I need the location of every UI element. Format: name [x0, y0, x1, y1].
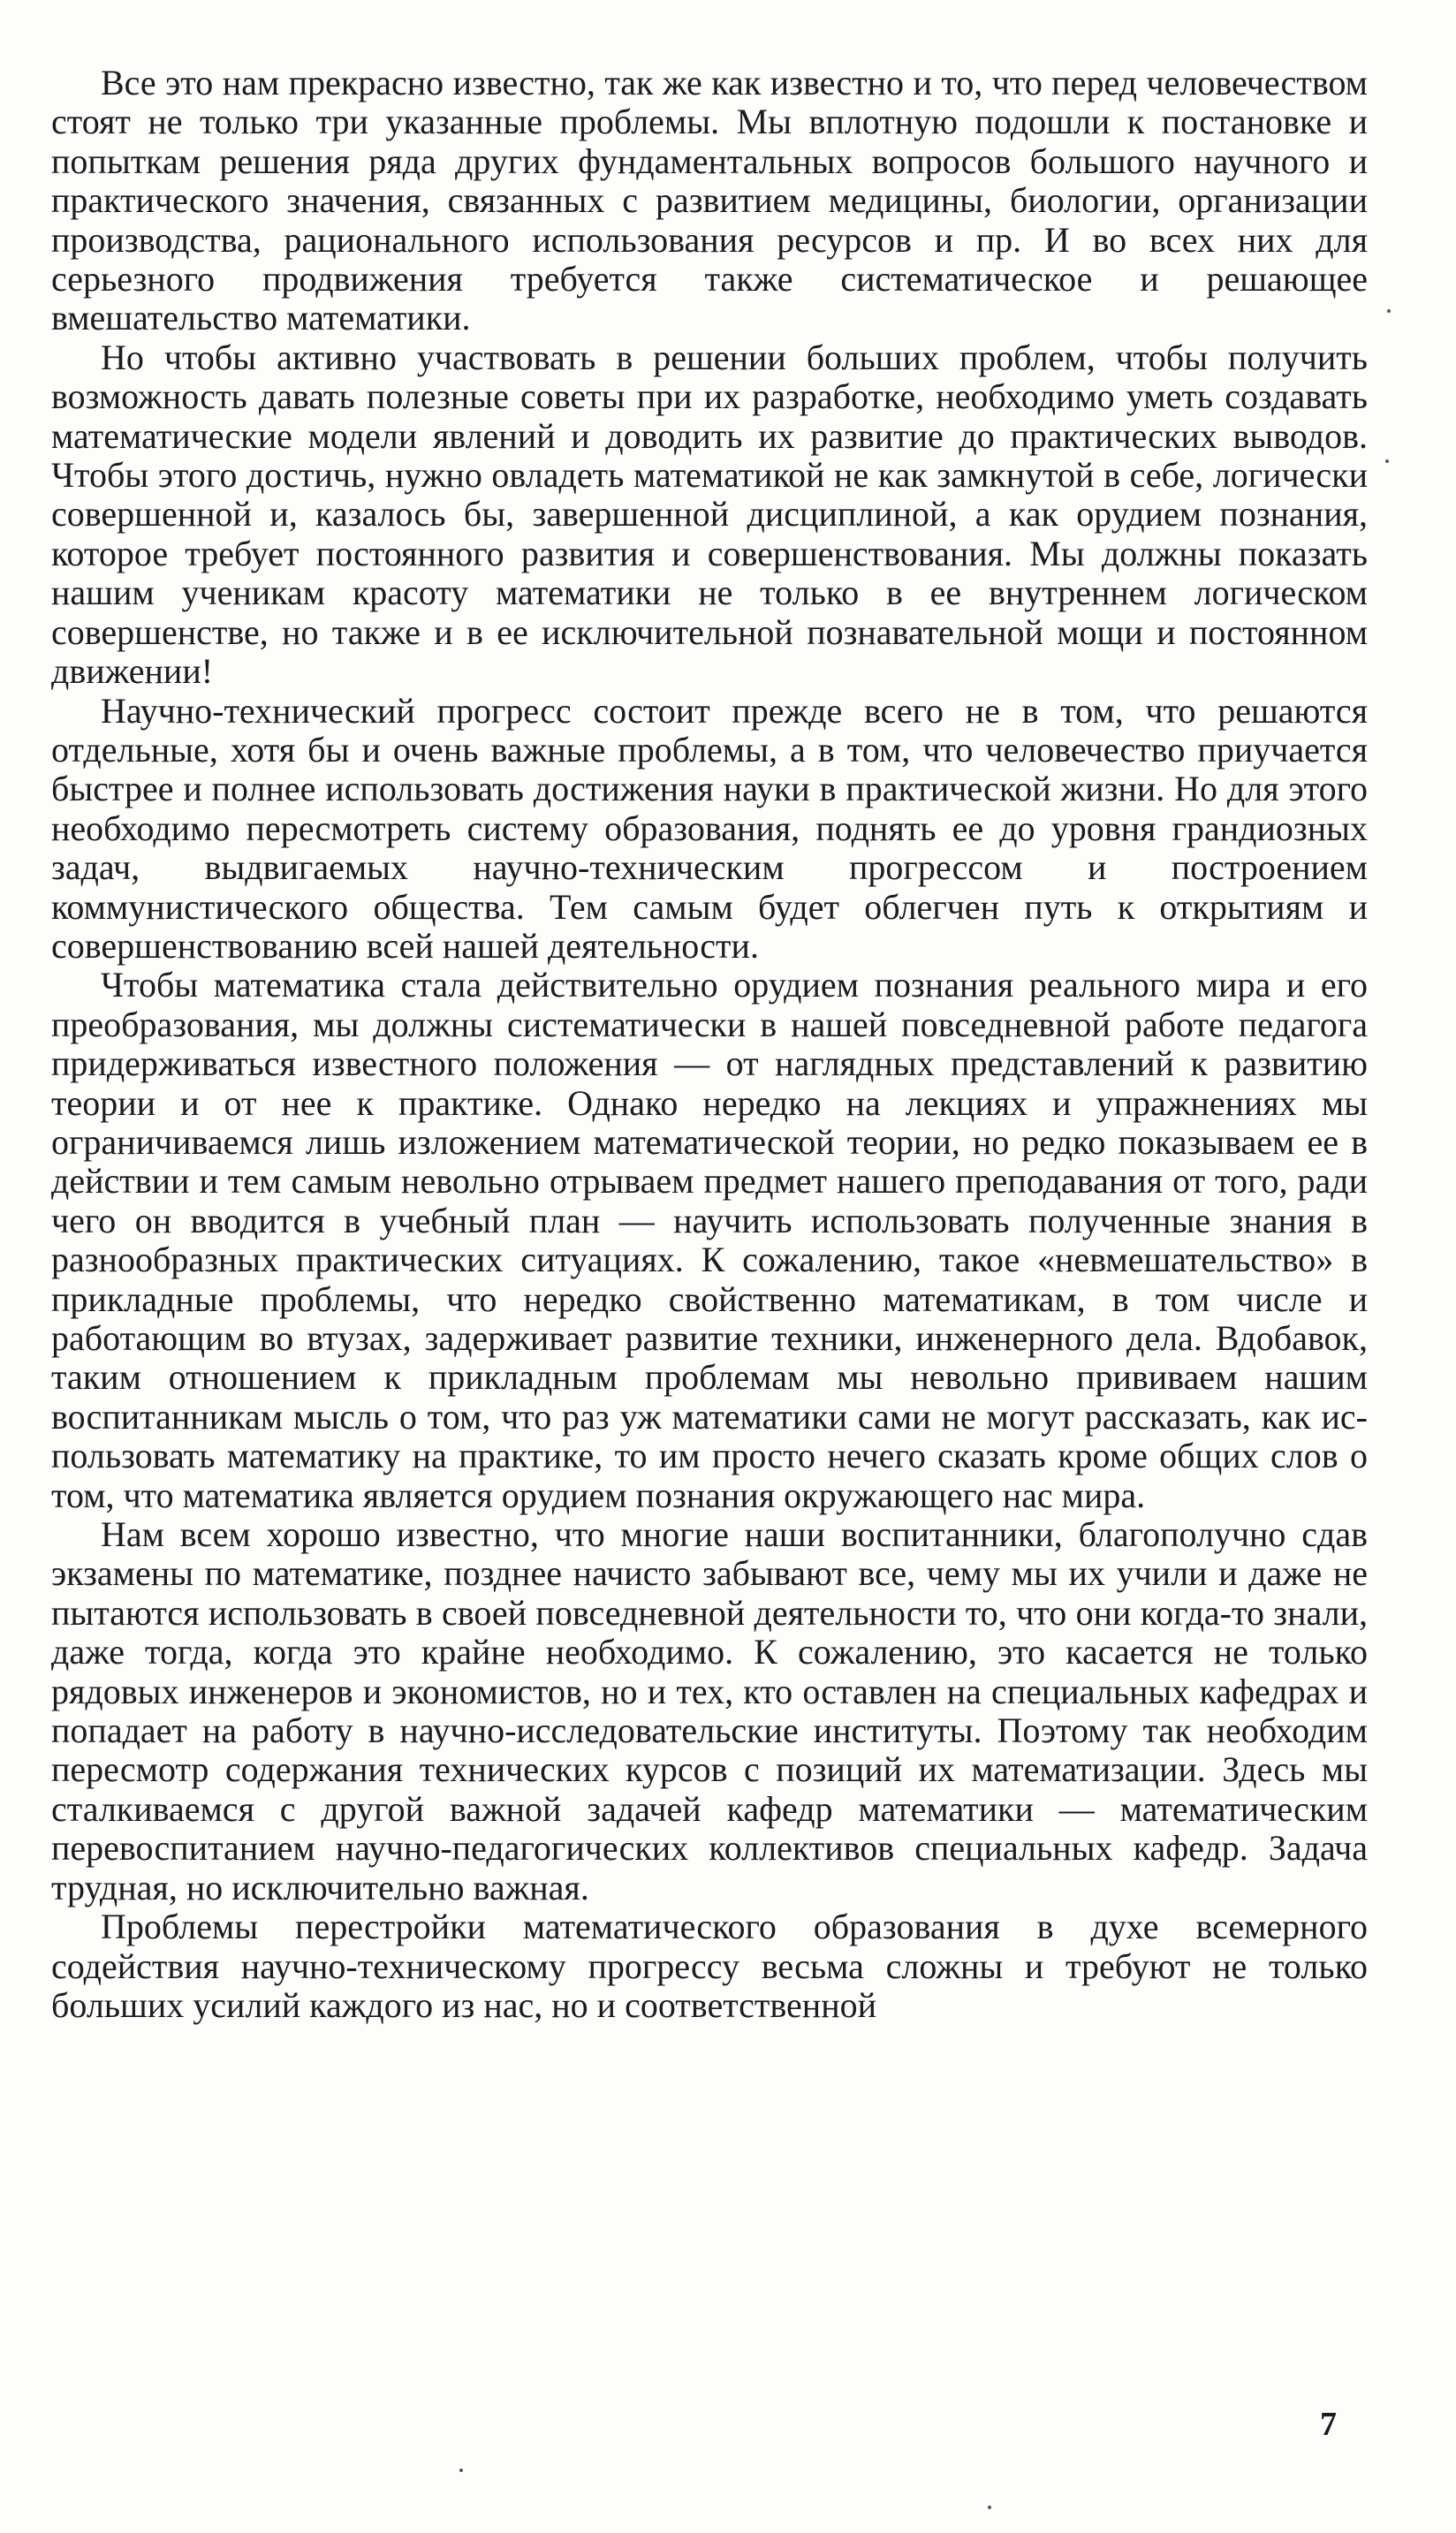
- scan-speck: [988, 2506, 991, 2509]
- paragraph-4: Чтобы математика стала действительно орудием познания реального мира и его преобразования, мы должны систематически в нашей повседневной работе педагога придерживаться известного положения — от наглядных представлений к развитию теории и от нее к практике. Однако нередко на лекциях и упражнениях мы ограничиваемся лишь изложением математической теории, но редко показываем ее в действии и тем самым невольно отрываем предмет нашего преподавания от того, ради чего он вводится в учебный план — научить использовать полученные знания в разнообразных практических ситуациях. К сожалению, такое «невмешательство» в прикладные проблемы, что нередко свойственно математикам, в том числе и работающим во втузах, задерживает развитие техники, инженерного дела. Вдобавок, таким отношением к прикладным проблемам мы невольно прививаем нашим воспитанникам мысль о том, что раз уж математики сами не могут рассказать, как использовать математику на практике, то им просто нечего сказать кроме общих слов о том, что математика является орудием познания окружающего нас мира.: [51, 965, 1368, 1515]
- paragraph-1: Все это нам прекрасно известно, так же как известно и то, что перед человечеством стоят не только три указанные проблемы. Мы вплотную подошли к постановке и попыткам решения ряда других фундаментальных вопросов большого научного и практического значения, связанных с развитием медицины, биологии, организации производства, рационального использования ресурсов и пр. И во всех них для серьезного продвижения требуется также систематическое и решающее вмешательство математики.: [51, 63, 1368, 338]
- paragraph-2: Но чтобы активно участвовать в решении больших проблем, чтобы получить возможность давать полезные советы при их разработке, необходимо уметь создавать математические модели явлений и доводить их развитие до практических выводов. Чтобы этого достичь, нужно овладеть математикой не как замкнутой в себе, логически совершенной и, казалось бы, завершенной дисциплиной, а как орудием познания, которое требует постоянного развития и совершенствования. Мы должны показать нашим ученикам красоту математики не только в ее внутреннем логическом совершенстве, но также и в ее исключительной познавательной мощи и постоянном движении!: [51, 337, 1368, 692]
- scan-speck: [1387, 309, 1391, 313]
- page-number: 7: [1320, 2406, 1337, 2443]
- scan-speck: [459, 2469, 463, 2472]
- scan-speck: [1385, 459, 1389, 463]
- paragraph-3: Научно-технический прогресс состоит прежде всего не в том, что решаются отдельные, хотя бы и очень важные проблемы, а в том, что человечество приучается быстрее и полнее использовать достижения науки в практической жизни. Но для этого необходимо пересмотреть систему образования, поднять ее до уровня грандиозных задач, выдвигаемых научно-техническим прогрессом и построением коммунистического общества. Тем самым будет облегчен путь к открытиям и совершенствованию всей нашей деятельности.: [51, 690, 1368, 966]
- paragraph-5: Нам всем хорошо известно, что многие наши воспитанники, благополучно сдав экзамены по математике, позднее начисто забывают все, чему мы их учили и даже не пытаются использовать в своей повседневной деятельности то, что они когда-то знали, даже тогда, когда это крайне необходимо. К сожалению, это касается не только рядовых инженеров и экономистов, но и тех, кто оставлен на специальных кафедрах и попадает на работу в научно-исследовательские институты. Поэтому так необходим пересмотр содержания технических курсов с позиций их математизации. Здесь мы сталкиваемся с другой важной задачей кафедр математики — математическим перевоспитанием научно-педагогических коллективов специальных кафедр. Задача трудная, но исключительно важная.: [51, 1514, 1368, 1907]
- paragraph-6: Проблемы перестройки математического образования в духе всемерного содействия научно-техническому прогрессу весьма сложны и требуют не только больших усилий каждого из нас, но и соответственной: [51, 1907, 1368, 2025]
- body-text: [51, 64, 1368, 2025]
